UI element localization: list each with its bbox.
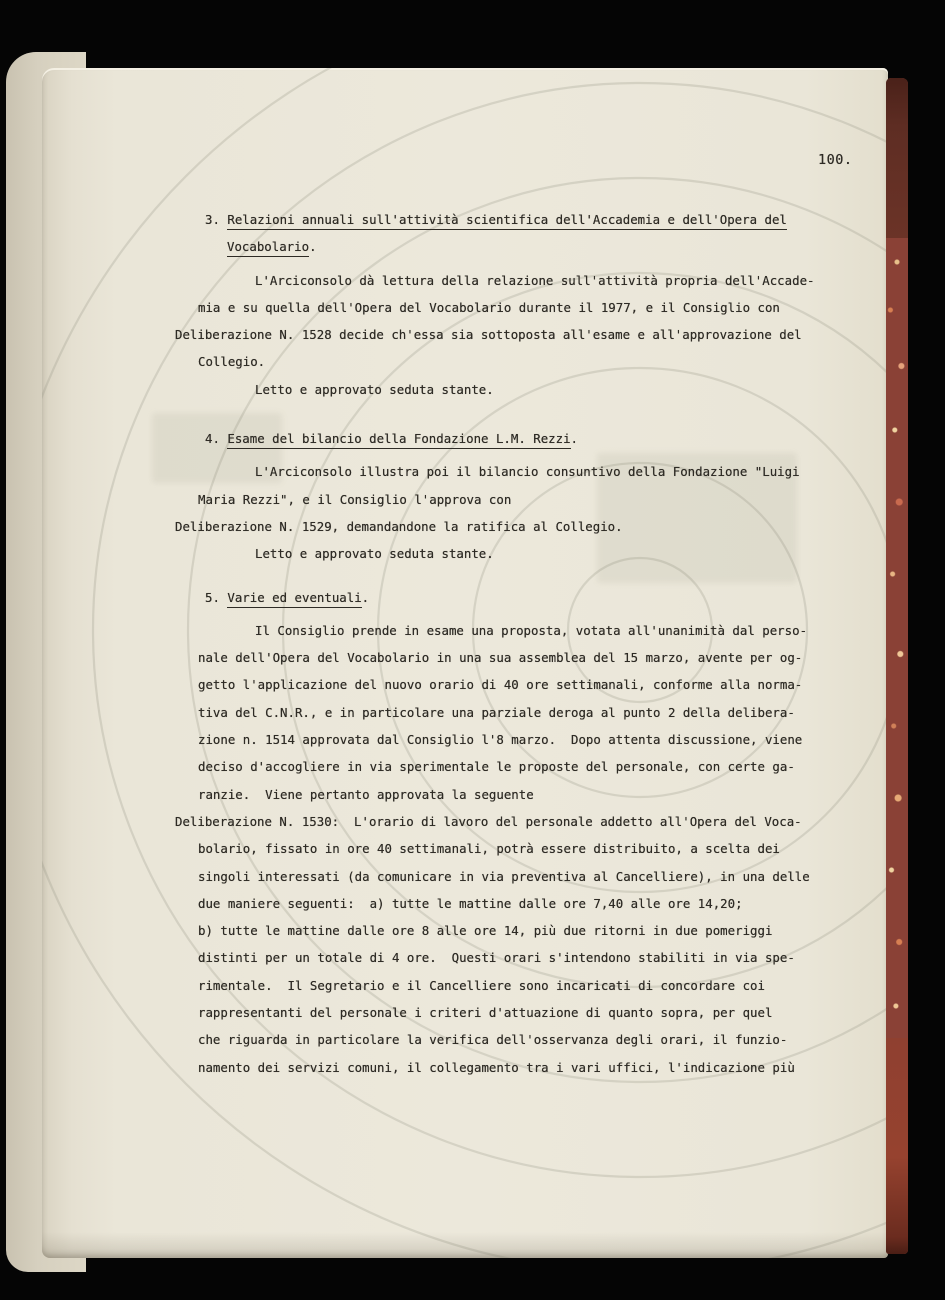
binding-cover-edge bbox=[886, 1038, 908, 1254]
line-text: zione n. 1514 approvata dal Consiglio l'8 marzo. Dopo attenta discussione, viene bbox=[198, 732, 803, 748]
section-number: 4. bbox=[205, 431, 228, 447]
text-line bbox=[175, 348, 888, 375]
line-text: L'Arciconsolo illustra poi il bilancio consuntivo della Fondazione "Luigi bbox=[255, 464, 800, 480]
line-tail: . bbox=[309, 239, 317, 255]
line-text: Letto e approvato seduta stante. bbox=[255, 381, 494, 397]
document-page bbox=[42, 68, 888, 1258]
text-line bbox=[175, 321, 888, 348]
text-line bbox=[175, 267, 888, 294]
line-text: distinti per un totale di 4 ore. Questi orari s'intendono stabiliti in via spe- bbox=[198, 950, 795, 966]
section-heading-line bbox=[175, 425, 888, 452]
text-line bbox=[175, 1026, 888, 1053]
text-line bbox=[175, 513, 888, 540]
line-text: che riguarda in particolare la verifica dell'osservanza degli orari, il funzio- bbox=[198, 1032, 788, 1048]
line-text: Maria Rezzi", e il Consiglio l'approva con bbox=[198, 491, 512, 507]
text-line bbox=[175, 781, 888, 808]
text-line bbox=[175, 540, 888, 567]
line-tail: . bbox=[570, 431, 579, 447]
text-line bbox=[175, 863, 888, 890]
text-line bbox=[175, 294, 888, 321]
line-text: due maniere seguenti: a) tutte le mattine dalle ore 7,40 alle ore 14,20; bbox=[198, 895, 743, 911]
section-heading-line bbox=[175, 233, 888, 260]
book-binding-edge bbox=[886, 78, 908, 1254]
line-text: namento dei servizi comuni, il collegamento tra i vari uffici, l'indicazione più bbox=[198, 1059, 795, 1075]
text-line bbox=[175, 917, 888, 944]
typewritten-text bbox=[175, 206, 888, 1081]
line-text: Deliberazione N. 1528 decide ch'essa sia sottoposta all'esame e all'approvazione del bbox=[175, 327, 802, 343]
line-text: Il Consiglio prende in esame una proposta, votata all'unanimità dal perso- bbox=[255, 622, 808, 638]
text-line bbox=[175, 671, 888, 698]
section-number: 5. bbox=[205, 589, 228, 605]
line-text: ranzie. Viene pertanto approvata la seguente bbox=[198, 786, 534, 802]
text-line bbox=[175, 617, 888, 644]
text-line bbox=[175, 944, 888, 971]
line-text: Relazioni annuali sull'attività scientifica dell'Accademia e dell'Opera del bbox=[227, 212, 787, 230]
section-heading-line bbox=[175, 584, 888, 611]
line-text: nale dell'Opera del Vocabolario in una sua assemblea del 15 marzo, avente per og- bbox=[198, 650, 803, 666]
line-text: tiva del C.N.R., e in particolare una parziale deroga al punto 2 della delibera- bbox=[198, 704, 795, 720]
line-text: getto l'applicazione del nuovo orario di 40 ore settimanali, conforme alla norma- bbox=[198, 677, 803, 693]
text-line bbox=[175, 753, 888, 780]
line-text: Letto e approvato seduta stante. bbox=[255, 546, 494, 562]
text-line bbox=[175, 458, 888, 485]
line-text: Deliberazione N. 1530: L'orario di lavoro del personale addetto all'Opera del Voca- bbox=[175, 813, 802, 829]
line-text: singoli interessati (da comunicare in via preventiva al Cancelliere), in una delle bbox=[198, 868, 810, 884]
text-line bbox=[175, 1054, 888, 1081]
text-line bbox=[175, 999, 888, 1026]
text-line bbox=[175, 835, 888, 862]
line-text: bolario, fissato in ore 40 settimanali, potrà essere distribuito, a scelta dei bbox=[198, 841, 780, 857]
section-heading-line bbox=[175, 206, 888, 233]
line-text: mia e su quella dell'Opera del Vocabolario durante il 1977, e il Consiglio con bbox=[198, 299, 780, 315]
line-text: Deliberazione N. 1529, demandandone la ratifica al Collegio. bbox=[175, 518, 623, 534]
line-text: Vocabolario bbox=[227, 239, 309, 257]
line-text: Esame del bilancio della Fondazione L.M. Rezzi bbox=[227, 431, 570, 449]
section-number: 3. bbox=[205, 212, 228, 227]
text-line bbox=[175, 376, 888, 403]
line-tail: . bbox=[361, 589, 370, 605]
line-text: L'Arciconsolo dà lettura della relazione sull'attività propria dell'Accade- bbox=[255, 272, 815, 288]
text-line bbox=[175, 808, 888, 835]
text-line bbox=[175, 644, 888, 671]
page-number: 100. bbox=[818, 152, 853, 168]
text-line bbox=[175, 726, 888, 753]
line-text: rimentale. Il Segretario e il Cancelliere sono incaricati di concordare coi bbox=[198, 977, 765, 993]
marbled-paper-edge bbox=[886, 238, 908, 1038]
line-text: b) tutte le mattine dalle ore 8 alle ore 14, più due ritorni in due pomeriggi bbox=[198, 923, 773, 939]
line-text: Collegio. bbox=[198, 354, 266, 370]
text-line bbox=[175, 699, 888, 726]
binding-top-edge bbox=[886, 78, 908, 238]
line-text: rappresentanti del personale i criteri d'attuazione di quanto sopra, per quel bbox=[198, 1005, 773, 1021]
line-text: deciso d'accogliere in via sperimentale le proposte del personale, con certe ga- bbox=[198, 759, 795, 775]
text-line bbox=[175, 486, 888, 513]
text-line bbox=[175, 972, 888, 999]
text-line bbox=[175, 890, 888, 917]
line-text: Varie ed eventuali bbox=[227, 590, 361, 608]
